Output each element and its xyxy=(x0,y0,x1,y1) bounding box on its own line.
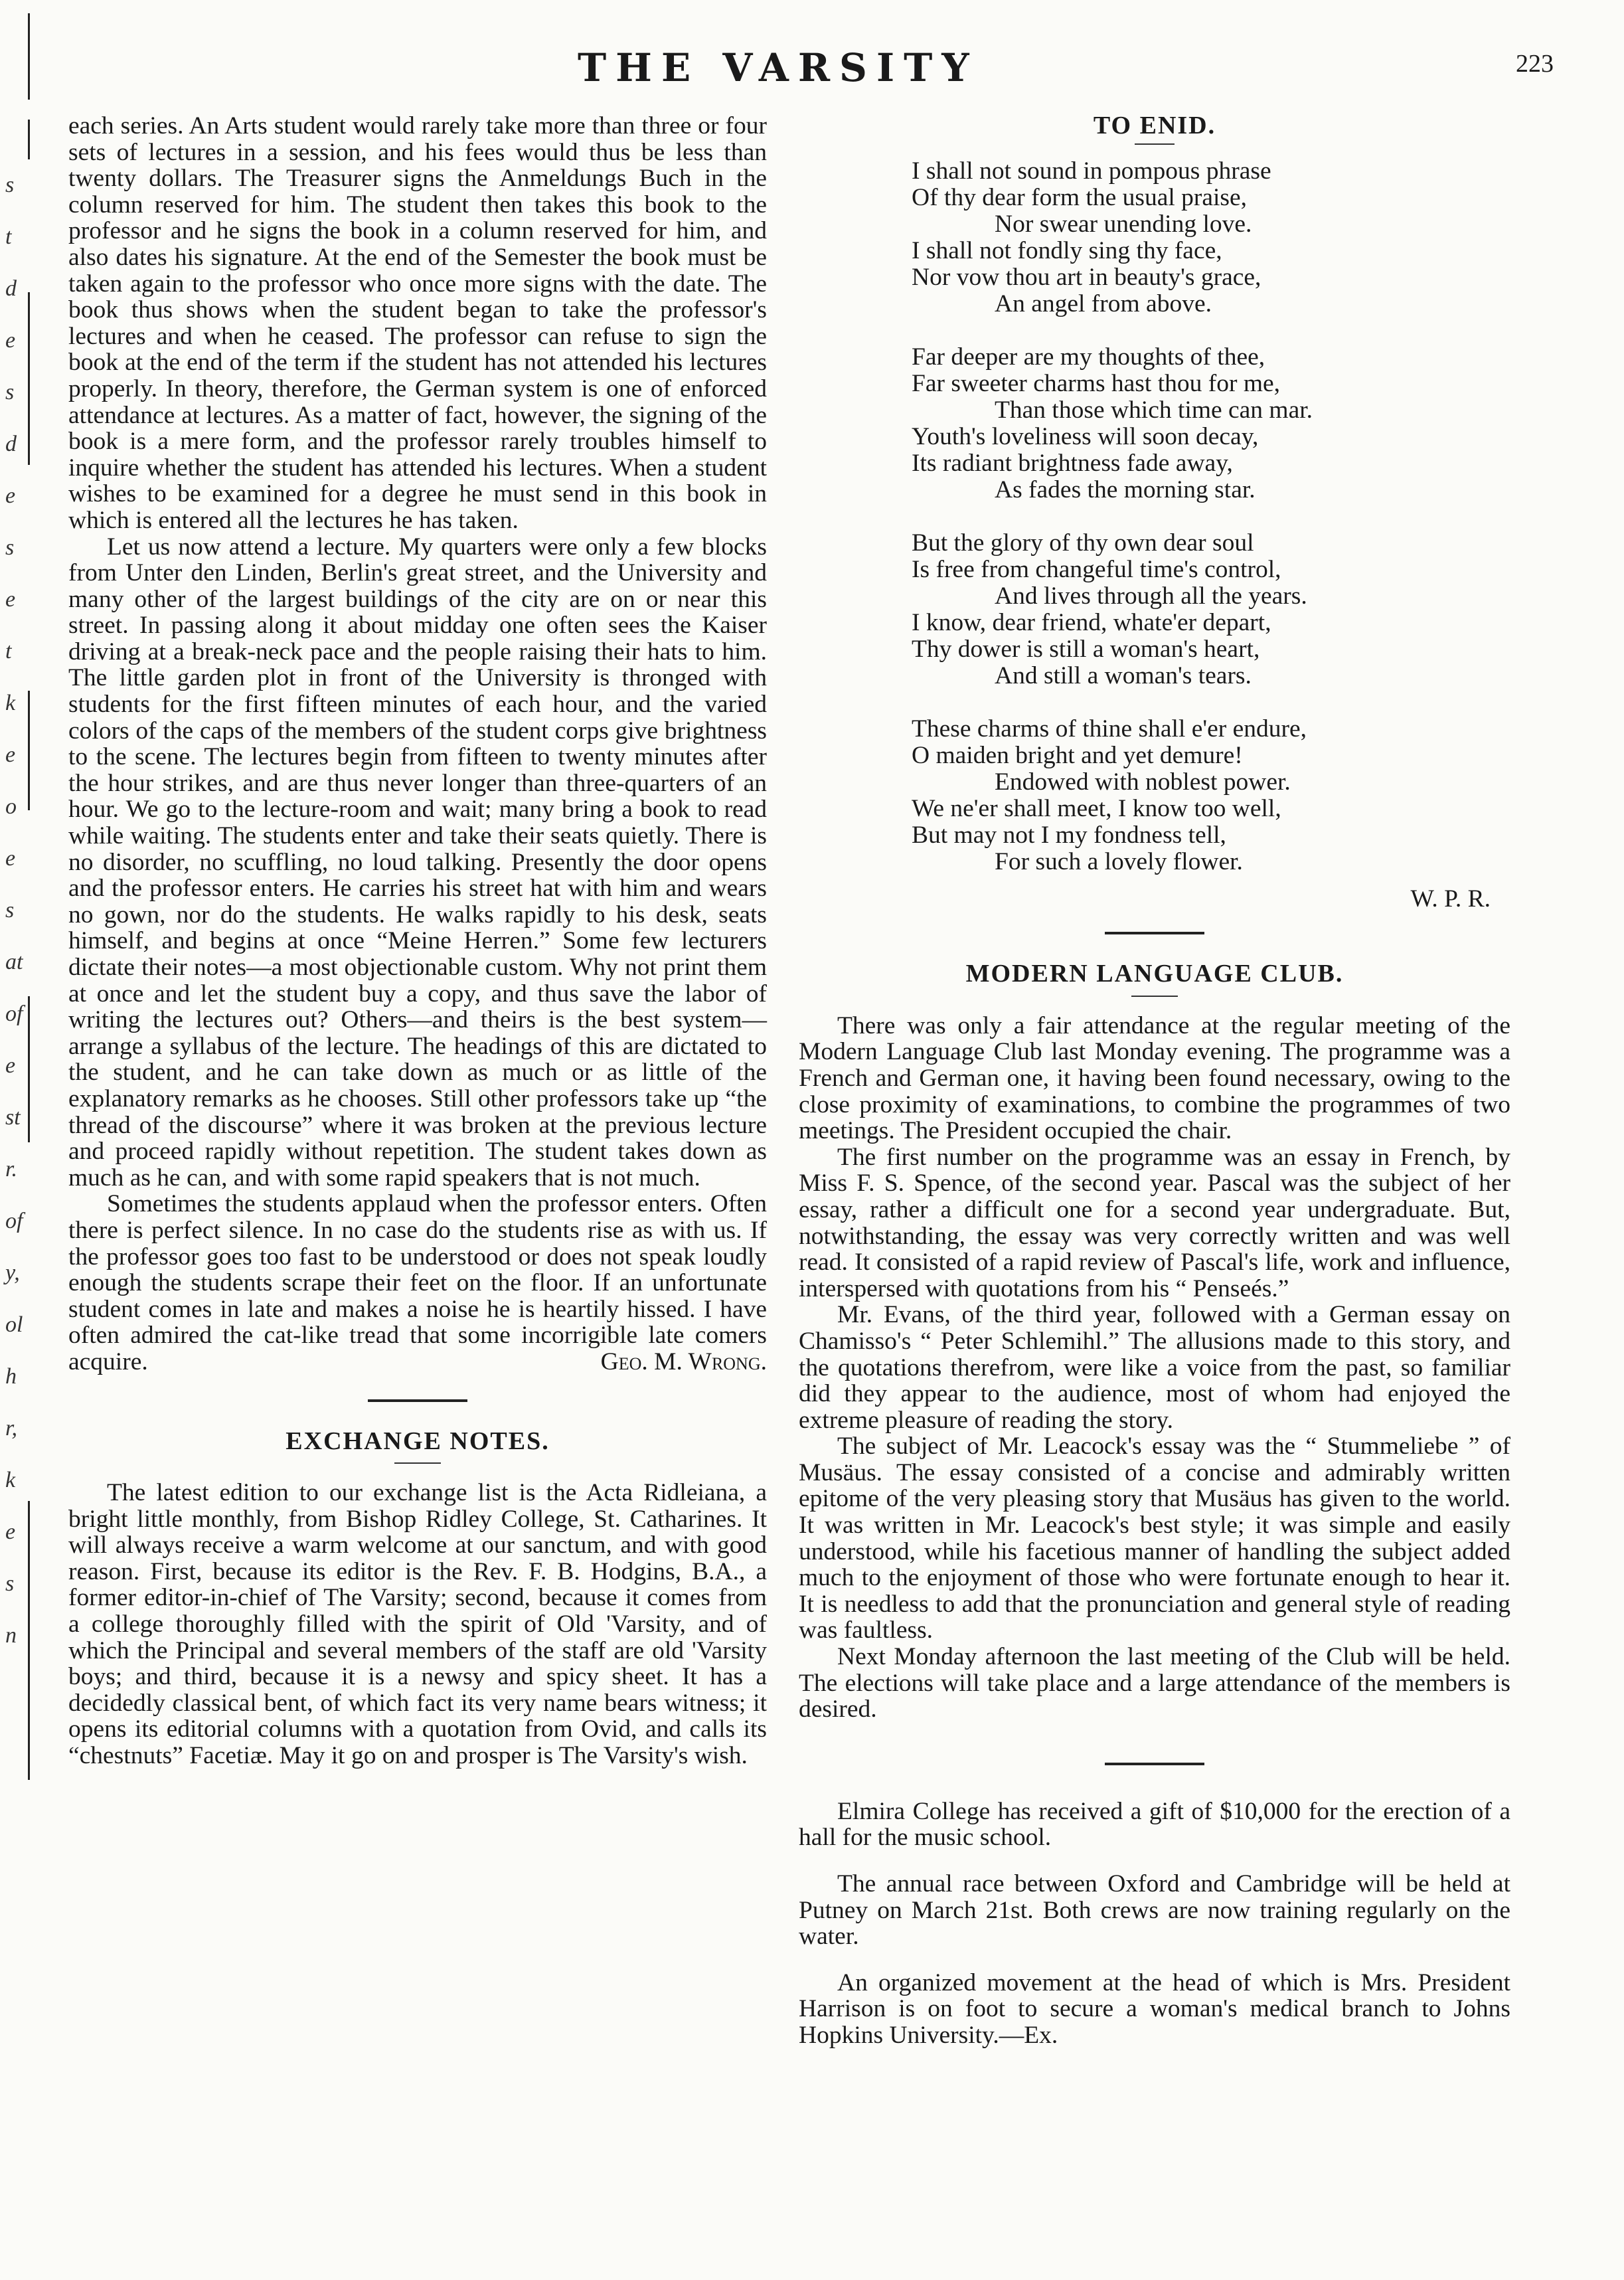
club-paragraph: Next Monday afternoon the last meeting of the Club will be held. The elections will take place and a large attendance of the members is desired. xyxy=(799,1643,1510,1723)
heading-rule xyxy=(1131,996,1178,997)
binding-fragment: e xyxy=(5,1053,16,1078)
binding-fragment: h xyxy=(5,1364,17,1389)
club-paragraph: Mr. Evans, of the third year, followed with a German essay on Chamisso's “ Peter Schlemihl.” The allusions made to this story, and the quotations therefrom, were like a voice from the past, so familiar did they appear to the audience, most of whom had enjoyed the extreme pleasure of reading the story. xyxy=(799,1301,1510,1434)
binding-fragment: t xyxy=(5,639,12,663)
binding-fragment: e xyxy=(5,328,16,353)
news-note: The annual race between Oxford and Cambridge will be held at Putney on March 21st. Both crews are now training regularly on the water. xyxy=(799,1870,1510,1951)
binding-fragment: r. xyxy=(5,1157,17,1182)
poem-line: I shall not fondly sing thy face, xyxy=(912,236,1222,264)
club-paragraph: The subject of Mr. Leacock's essay was the “ Stummeliebe ” of Musäus. The essay consisted of a concise and admirably written epitome of the very pleasing story that Musäus has given to the world. It was written in Mr. Leacock's best style; it was simple and easily understood, while his facetious manner of handling the subject added much to the enjoyment of those who were fortunate enough to hear it. It is needless to add that the pronunciation and general style of reading was faultless. xyxy=(799,1433,1510,1644)
left-column xyxy=(68,113,767,1769)
exchange-notes-heading: EXCHANGE NOTES. xyxy=(285,1427,550,1455)
article-german-universities xyxy=(68,113,767,1375)
binding-fragment: d xyxy=(5,276,17,301)
binding-rule xyxy=(28,120,30,159)
club-paragraph: There was only a fair attendance at the regular meeting of the Modern Language Club last Monday evening. The programme was a French and German one, it having been found necessary, owing to the close proximity of examinations, to combine the programmes of two meetings. The President occupied the chair. xyxy=(799,1011,1510,1145)
binding-fragment: of xyxy=(5,1002,23,1026)
page-header xyxy=(66,45,1574,92)
poem-line: I know, dear friend, whate'er depart, xyxy=(912,608,1271,636)
binding-fragment: n xyxy=(5,1623,17,1648)
binding-fragment: e xyxy=(5,587,16,612)
article-signature: Geo. M. Wrong. xyxy=(600,1348,767,1375)
heading-rule xyxy=(394,1462,441,1464)
poem-line: Thy dower is still a woman's heart, xyxy=(912,635,1260,663)
poem-line: And still a woman's tears. xyxy=(995,661,1252,689)
binding-fragment: s xyxy=(5,173,15,197)
binding-fragment: s xyxy=(5,535,15,560)
binding-rule xyxy=(28,996,30,1142)
poem-line: As fades the morning star. xyxy=(995,476,1256,503)
poem-line: I shall not sound in pompous phrase xyxy=(912,157,1271,185)
poem-line: Far deeper are my thoughts of thee, xyxy=(912,343,1265,371)
news-note: Elmira College has received a gift of $10,000 for the erection of a hall for the music school. xyxy=(799,1797,1510,1852)
binding-fragment: r, xyxy=(5,1416,17,1441)
binding-fragment: t xyxy=(5,224,12,249)
binding-fragment: e xyxy=(5,1520,16,1544)
poem-line: Of thy dear form the usual praise, xyxy=(912,183,1248,211)
binding-fragment: at xyxy=(5,950,23,974)
binding-fragment: st xyxy=(5,1105,21,1130)
article-paragraph-text: Sometimes the students applaud when the professor enters. Often there is perfect silence. In no case do the students rise as with us. If the professor goes too fast to be understood or does not speak loudly enough the students scrape their feet on the floor. If an unfortunate student comes in late and makes a noise he is heartily hissed. I have often admired the cat-like tread that some incorrigible late comers acquire. xyxy=(68,1190,767,1375)
page-number: 223 xyxy=(1516,50,1554,78)
binding-rule xyxy=(28,13,30,100)
heading-rule xyxy=(1135,143,1175,145)
poem-line: Its radiant brightness fade away, xyxy=(912,449,1233,477)
binding-fragment: k xyxy=(5,1468,16,1492)
poem-body xyxy=(912,158,1510,875)
poem-stanza xyxy=(912,158,1510,317)
binding-fragment: s xyxy=(5,898,15,922)
binding-fragment: y, xyxy=(5,1261,20,1285)
section-divider xyxy=(1105,932,1204,934)
binding-fragment: s xyxy=(5,1571,15,1596)
poem-line: Is free from changeful time's control, xyxy=(912,555,1281,583)
poem-line: We ne'er shall meet, I know too well, xyxy=(912,794,1281,822)
binding-rule xyxy=(28,1501,30,1780)
page-binding-edge xyxy=(0,0,53,2280)
poem-line: But the glory of thy own dear soul xyxy=(912,529,1254,557)
poem-line: Youth's loveliness will soon decay, xyxy=(912,422,1259,450)
binding-fragment: e xyxy=(5,483,16,508)
poem-line: O maiden bright and yet demure! xyxy=(912,741,1243,769)
article-paragraph: Let us now attend a lecture. My quarters were only a few blocks from Unter den Linden, Berlin's great street, and the University and many other of the largest buildings of the city are on or near this street. In passing along it about midday one often sees the Kaiser driving at a break-neck pace and the people raising their hats to him. The little garden plot in front of the University is thronged with students for the first fifteen minutes of each hour, and the varied colors of the caps of the members of the student corps give brightness to the scene. The lectures begin from fifteen to twenty minutes after the hour strikes, and are thus never longer than three-quarters of an hour. We go to the lecture-room and wait; many bring a book to read while waiting. The students enter and take their seats quietly. There is no disorder, no scuffling, no loud talking. Presently the door opens and the professor enters. He carries his street hat with him and wears no gown, nor do the students. He walks rapidly to his desk, seats himself, and begins at once “Meine Herren.” Some few lecturers dictate their notes—a most objectionable custom. Why not print them at once and let the student buy a copy, and thus save the labor of writing the lectures out? Others—and theirs is the best system—arrange a syllabus of the lecture. The headings of this are dictated to the student, and he can take down as much or as little of the explanatory remarks as he chooses. Still other professors take up “the thread of the discourse” where it was broken at the previous lecture and proceed rapidly without repetition. The student takes down as much as he can, and with some rapid speakers that is not much. xyxy=(68,533,767,1191)
poem-signature: W. P. R. xyxy=(1410,885,1491,913)
binding-fragment: o xyxy=(5,794,17,819)
binding-fragment: s xyxy=(5,380,15,404)
poem-line: Endowed with noblest power. xyxy=(995,768,1291,796)
binding-rule xyxy=(28,691,30,810)
poem-line: These charms of thine shall e'er endure, xyxy=(912,715,1307,743)
poem-title: TO ENID. xyxy=(1093,112,1216,139)
poem-stanza xyxy=(912,344,1510,503)
news-note: An organized movement at the head of which is Mrs. President Harrison is on foot to secure a woman's medical branch to Johns Hopkins University.—Ex. xyxy=(799,1969,1510,2049)
binding-fragment: d xyxy=(5,432,17,456)
article-paragraph xyxy=(68,1191,767,1375)
modern-language-club-heading: MODERN LANGUAGE CLUB. xyxy=(965,960,1344,988)
section-divider xyxy=(368,1399,467,1402)
binding-fragment: e xyxy=(5,846,16,871)
poem-line: And lives through all the years. xyxy=(995,582,1307,610)
article-paragraph: each series. An Arts student would rarely take more than three or four sets of lectures in a session, and his fees would thus be less than twenty dollars. The Treasurer signs the Anmeldungs Buch in the column reserved for him. The student then takes this book to the professor and he signs the book in a column reserved for him, and also dates his signature. At the end of the Semester the book must be taken again to the professor who once more signs with the date. The book thus shows when the student began to take the professor's lectures and when he ceased. The professor can refuse to sign the book at the end of the term if the student has not attended his lectures properly. In theory, therefore, the German system is one of enforced attendance at lectures. As a matter of fact, however, the signing of the book is a mere form, and the professor rarely troubles himself to inquire whether the student has attended his lectures. When a student wishes to be examined for a degree he must send in this book in which is entered all the lectures he has taken. xyxy=(68,112,767,534)
poem-line: Far sweeter charms hast thou for me, xyxy=(912,369,1281,397)
binding-fragment: e xyxy=(5,743,16,767)
right-column xyxy=(799,113,1510,2049)
poem-line: Than those which time can mar. xyxy=(995,396,1313,424)
exchange-paragraph: The latest edition to our exchange list is the Acta Ridleiana, a bright little monthly, from Bishop Ridley College, St. Catharines. It will always receive a warm welcome at our sanctum, and with good reason. First, because its editor is the Rev. F. B. Hodgins, B.A., a former editor-in-chief of The Varsity; second, because it comes from a college thoroughly filled with the spirit of Old 'Varsity, and of which the Principal and several members of the staff are old 'Varsity boys; and third, because it is a newsy and spicy sheet. It has a decidedly classical bent, of which fact its very name bears witness; it opens its editorial columns with a quotation from Ovid, and calls its “chestnuts” Facetiæ. May it go on and prosper is The Varsity's wish. xyxy=(68,1479,767,1770)
poem-stanza xyxy=(912,716,1510,875)
poem-line: But may not I my fondness tell, xyxy=(912,821,1226,849)
masthead-title: THE VARSITY xyxy=(578,45,979,90)
binding-fragment: k xyxy=(5,691,16,715)
binding-fragment: of xyxy=(5,1209,23,1233)
poem-line: Nor vow thou art in beauty's grace, xyxy=(912,263,1261,291)
poem-line: An angel from above. xyxy=(995,290,1212,317)
section-divider xyxy=(1105,1763,1204,1765)
poem-stanza xyxy=(912,530,1510,689)
poem-line: For such a lovely flower. xyxy=(995,847,1243,875)
binding-rule xyxy=(28,292,30,465)
poem-line: Nor swear unending love. xyxy=(995,210,1252,238)
binding-fragment: ol xyxy=(5,1312,23,1337)
club-paragraph: The first number on the programme was an essay in French, by Miss F. S. Spence, of the second year. Pascal was the subject of her essay, rather a difficult one for a second year undergraduate. But, notwithstanding, the essay was very correctly written and was well read. It consisted of a rapid review of Pascal's life, work and influence, interspersed with quotations from his “ Penseés.” xyxy=(799,1143,1510,1302)
